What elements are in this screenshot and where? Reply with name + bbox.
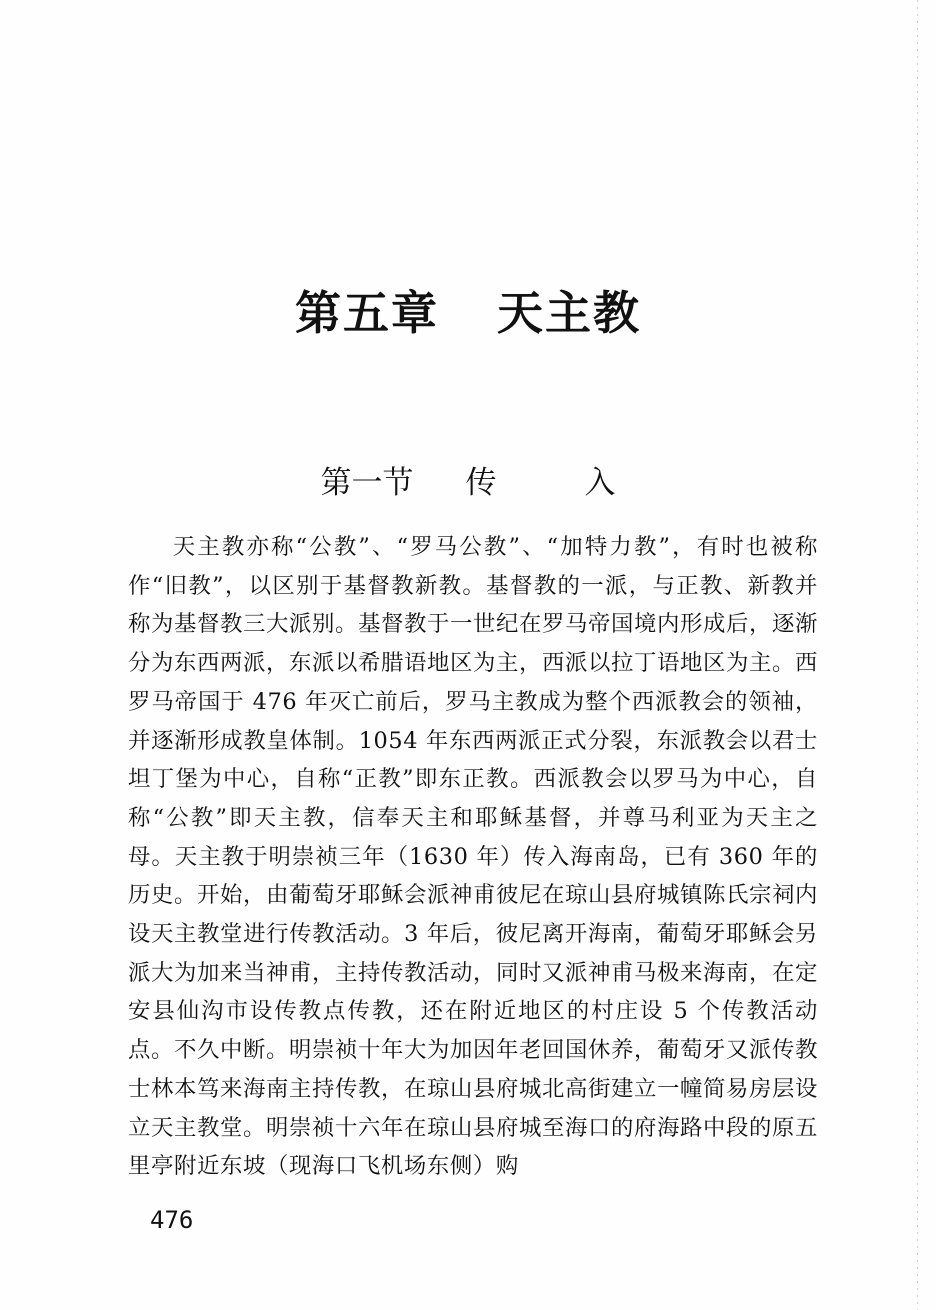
page-number: 476 [150,1206,194,1234]
section-name-part2: 入 [584,465,616,501]
section-title [0,465,936,501]
section-name-part1: 传 [465,465,497,501]
scan-edge-mark [917,0,918,1310]
section-number: 第一节 [320,465,414,501]
body-paragraph: 天主教亦称“公教”、“罗马公教”、“加特力教”，有时也被称作“旧教”，以区别于基督教新教。基督教的一派，与正教、新教并称为基督教三大派别。基督教于一世纪在罗马帝国境内形成后，逐渐分为东西两派，东派以希腊语地区为主，西派以拉丁语地区为主。西罗马帝国于 476 年灭亡前后，罗马主教成为整个西派教会的领袖，并逐渐形成教皇体制。1054 年东西两派正式分裂，东派教会以君士坦丁堡为中心，自称“正教”即东正教。西派教会以罗马为中心，自称“公教”即天主教，信奉天主和耶稣基督，并尊马利亚为天主之母。天主教于明崇祯三年（1630 年）传入海南岛，已有 360 年的历史。开始，由葡萄牙耶稣会派神甫彼尼在琼山县府城镇陈氏宗祠内设天主教堂进行传教活动。3 年后，彼尼离开海南，葡萄牙耶稣会另派大为加来当神甫，主持传教活动，同时又派神甫马极来海南，在定安县仙沟市设传教点传教，还在附近地区的村庄设 5 个传教活动点。不久中断。明崇祯十年大为加因年老回国休养，葡萄牙又派传教士林本笃来海南主持传教，在琼山县府城北高街建立一幢简易房层设立天主教堂。明崇祯十六年在琼山县府城至海口的府海路中段的原五里亭附近东坡（现海口飞机场东侧）购 [128,534,818,1180]
chapter-title [0,286,936,340]
chapter-number: 第五章 [295,286,439,340]
chapter-name: 天主教 [497,286,641,340]
